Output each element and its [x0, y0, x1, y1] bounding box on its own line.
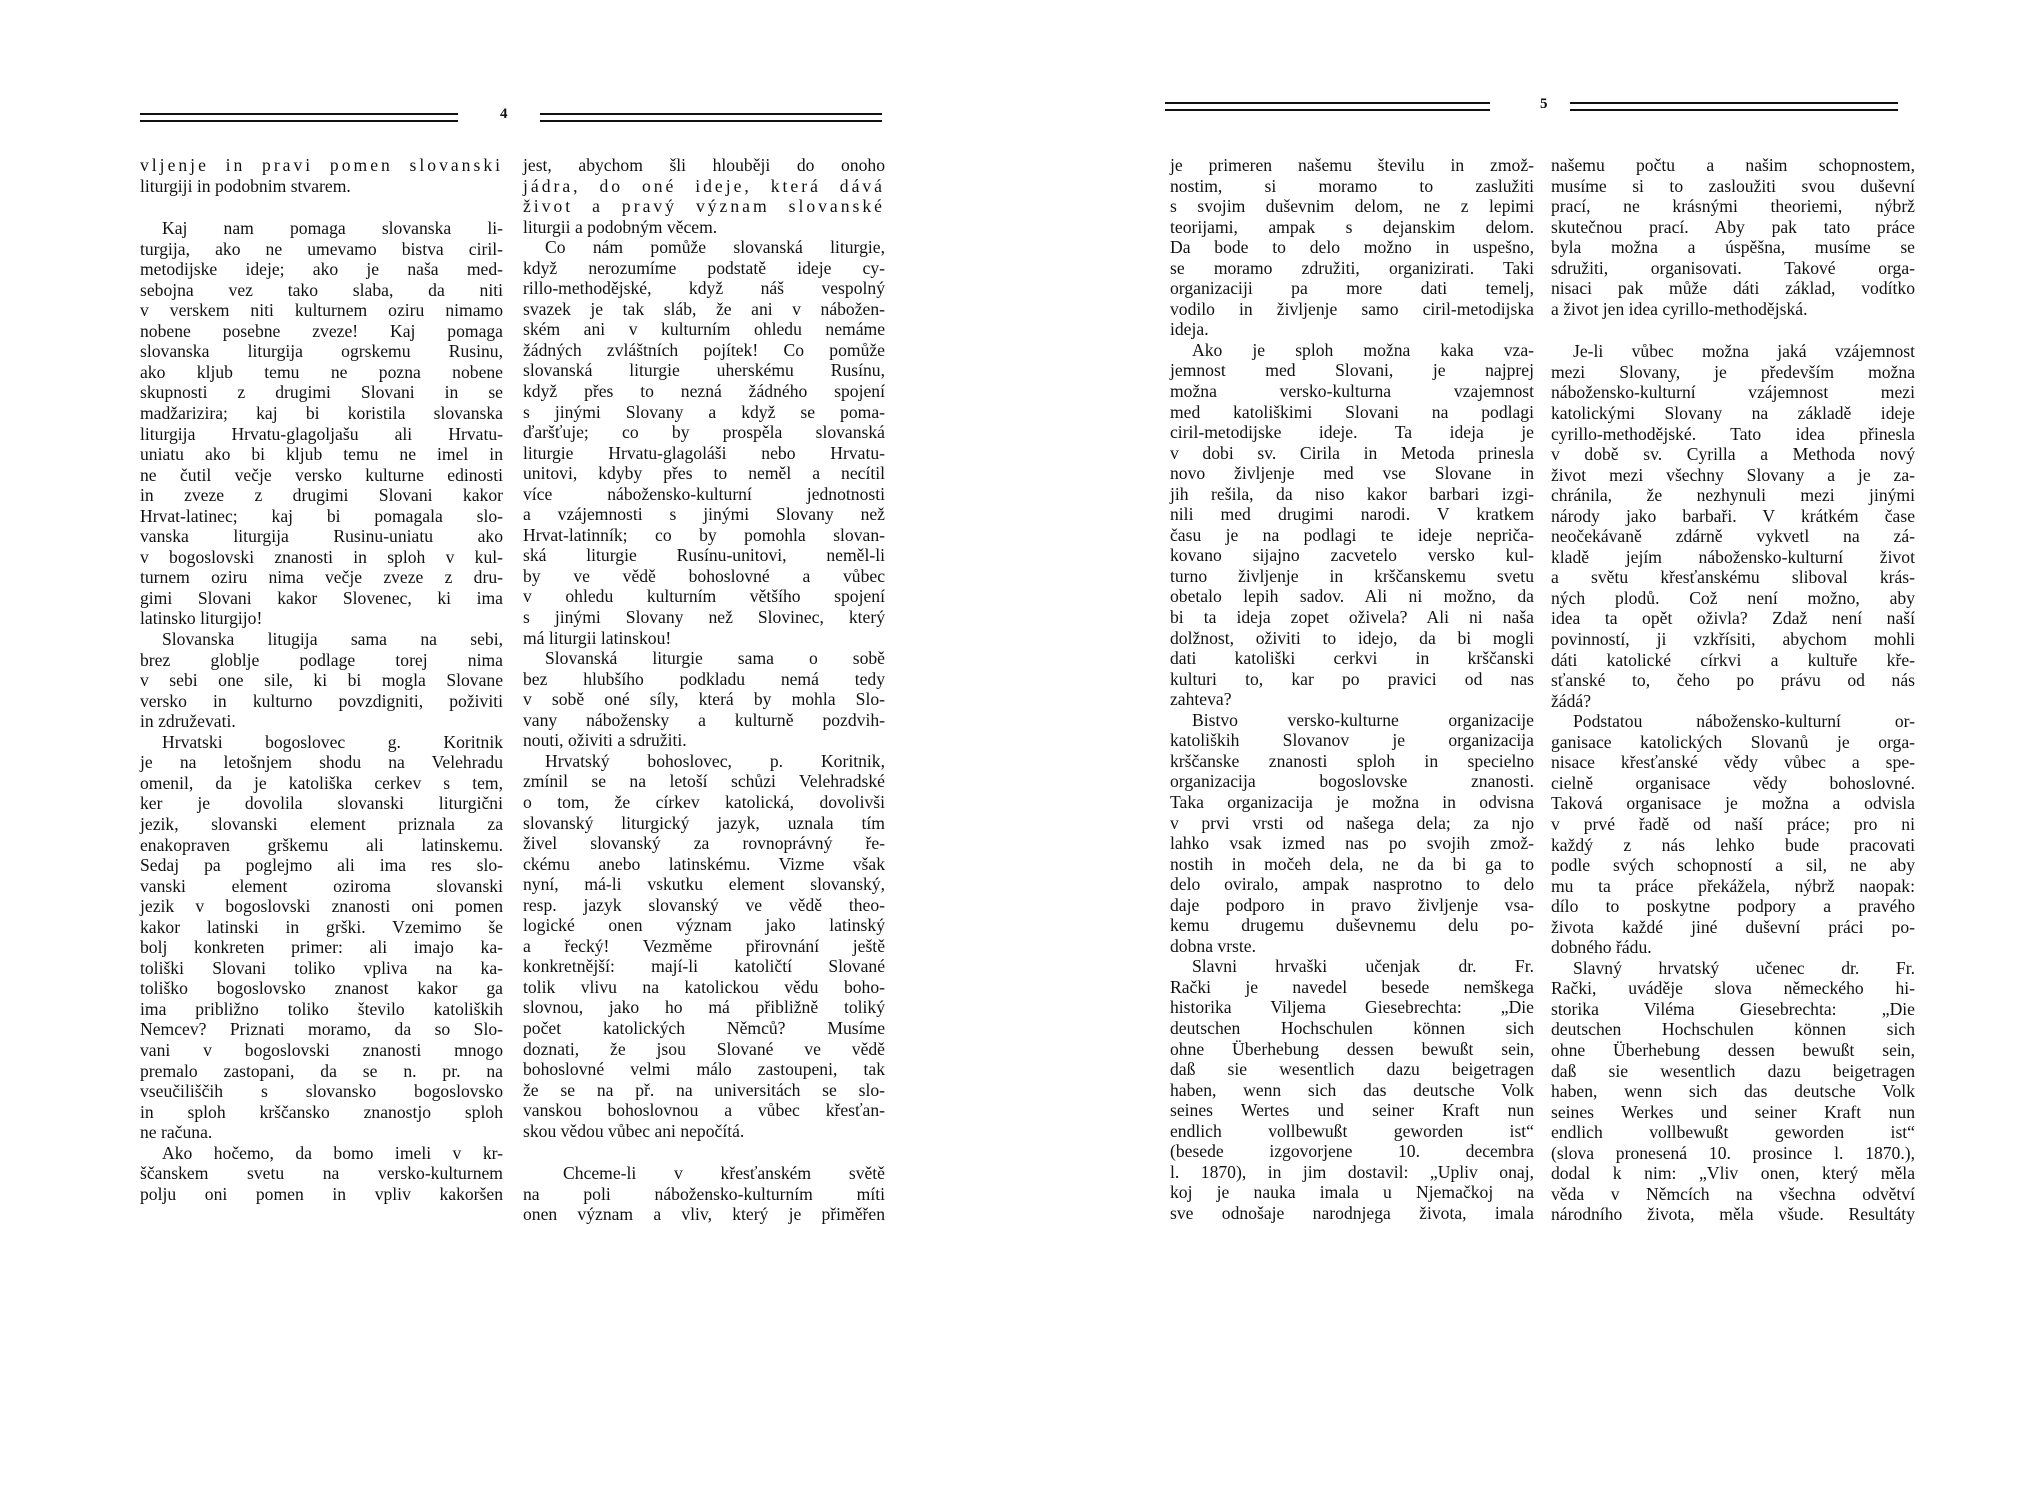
- text-line: prací, ne krásnými theoriemi, nýbrž: [1551, 196, 1915, 217]
- page-number: 5: [1540, 96, 1548, 112]
- text-line: skou vědou vůbec ani nepočítá.: [523, 1120, 745, 1141]
- text-line: premalo zastopani, da se n. pr. na: [140, 1060, 503, 1081]
- text-line: Kaj nam pomaga slovanska li-: [162, 218, 503, 239]
- text-line: omenil, da je katoliška cerkev s tem,: [140, 772, 503, 793]
- text-line: resp. jazyk slovanský ve vědě theo-: [523, 894, 885, 915]
- text-line: delo oviralo, ampak nasprotno to delo: [1170, 874, 1534, 895]
- text-line: a život jen idea cyrillo-methodějská.: [1551, 298, 1808, 319]
- text-line: polju oni pomen in vpliv kakoršen: [140, 1183, 503, 1204]
- text-line: Bistvo versko-kulturne organizacije: [1192, 709, 1534, 730]
- text-line: a řecký! Vezměme přirovnání ještě: [523, 935, 885, 956]
- text-line: vani v bogoslovski znanosti mnogo: [140, 1039, 503, 1060]
- text-line: (slova pronesená 10. prosince l. 1870.),: [1551, 1142, 1915, 1163]
- text-line: seines Wertes und seiner Kraft nun: [1170, 1100, 1534, 1121]
- text-line: Nemcev? Priznati moramo, da so Slo-: [140, 1019, 503, 1040]
- text-line: Taková organisace je možna a odvisla: [1551, 793, 1915, 814]
- text-line: turnem oziru nima večje zveze z dru-: [140, 567, 503, 588]
- text-line: v sobě oné síly, která by mohla Slo-: [523, 689, 885, 710]
- text-line: Hrvat-latinník; co by pomohla slovan-: [523, 524, 885, 545]
- text-line: zmínil se na letoší schůzi Velehradské: [523, 771, 885, 792]
- text-line: vany nábožensky a kulturně pozdvih-: [523, 709, 885, 730]
- text-line: Chceme-li v křesťanském světě: [563, 1163, 885, 1184]
- text-line: ne računa.: [140, 1122, 213, 1143]
- text-line: Slavný hrvatský učenec dr. Fr.: [1573, 957, 1915, 978]
- text-line: seines Werkes und seiner Kraft nun: [1551, 1101, 1915, 1122]
- text-line: Da bode to delo možno in uspešno,: [1170, 237, 1534, 258]
- text-line: Taka organizacija je možna in odvisna: [1170, 791, 1534, 812]
- text-line: tolik vlivu na katolickou vědu boho-: [523, 976, 885, 997]
- text-line: s jinými Slovany a když se poma-: [523, 401, 885, 422]
- text-line: turno življenje in krščanskemu svetu: [1170, 565, 1534, 586]
- text-line: kulturi to, kar po pravici od nas: [1170, 668, 1534, 689]
- text-line: Ako hočemo, da bomo imeli v kr-: [162, 1142, 503, 1163]
- text-line: byla možna a úspěšna, musíme se: [1551, 237, 1915, 258]
- text-line: v verskem niti kulturnem oziru nimamo: [140, 300, 503, 321]
- text-line: Hrvatski bogoslovec g. Koritnik: [162, 731, 503, 752]
- text-line: žádných zvláštních pojítek! Co pomůže: [523, 339, 885, 360]
- text-line: chránila, že nezhynuli mezi jinými: [1551, 485, 1915, 506]
- text-line: ných plodů. Což není možno, aby: [1551, 587, 1915, 608]
- text-line: historika Viljema Giesebrechta: „Die: [1170, 997, 1534, 1018]
- text-line: bohoslovné velmi málo zastoupeni, tak: [523, 1059, 885, 1080]
- text-line: brez globlje podlage torej nima: [140, 649, 503, 670]
- text-line: v prvé řadě od naší práce; pro ni: [1551, 813, 1915, 834]
- text-line: bolj konkreten primer: ali imajo ka-: [140, 937, 503, 958]
- text-line: rillo-methodějské, když náš vespolný: [523, 278, 885, 299]
- text-line: je primeren našemu številu in zmož-: [1170, 155, 1534, 175]
- text-line: in sploh krščansko znanostjo sploh: [140, 1101, 503, 1122]
- text-line: živel slovanský za rovnoprávný ře-: [523, 833, 885, 854]
- text-line: ima približno toliko število katoliških: [140, 998, 503, 1019]
- text-line: toliško bogoslovsko znanost kakor ga: [140, 978, 503, 999]
- text-line: Rački, uváděje slova německého hi-: [1551, 978, 1915, 999]
- text-line: Slovanská liturgie sama o sobě: [545, 648, 885, 669]
- text-line: gimi Slovani kakor Slovenec, ki ima: [140, 587, 503, 608]
- text-line: idea ta opět oživla? Zdaž není naší: [1551, 608, 1915, 629]
- text-line: katoliških Slovanov je organizacija: [1170, 730, 1534, 751]
- text-line: Sedaj pa poglejmo ali ima res slo-: [140, 855, 503, 876]
- text-line: liturgii a podobným věcem.: [523, 216, 718, 237]
- text-line: slovanska liturgija ogrskemu Rusinu,: [140, 341, 503, 362]
- text-line: ako kljub temu ne pozna nobene: [140, 361, 503, 382]
- text-line: latinsko liturgijo!: [140, 608, 263, 629]
- text-line: skutečnou prací. Aby pak tato práce: [1551, 216, 1915, 237]
- text-line: nisace křesťanské vědy vůbec a spe-: [1551, 752, 1915, 773]
- text-line: života každé jiné duševní práci po-: [1551, 916, 1915, 937]
- text-line: bez hlubšího podkladu nemá tedy: [523, 668, 885, 689]
- text-line: deutschen Hochschulen können sich: [1170, 1017, 1534, 1038]
- text-line: unitovi, kdyby přes to neměl a necítil: [523, 463, 885, 484]
- text-line: by ve vědě bohoslovné a vůbec: [523, 565, 885, 586]
- text-line: má liturgii latinskou!: [523, 627, 672, 648]
- text-line: enakopraven grškemu ali latinskemu.: [140, 834, 503, 855]
- text-line: haben, wenn sich das deutsche Volk: [1551, 1081, 1915, 1102]
- text-line: sdružiti, organisovati. Takové orga-: [1551, 257, 1915, 278]
- text-line: ďaršťuje; co by prospěla slovanská: [523, 422, 885, 443]
- text-line: bi ta ideja zopet oživela? Ali ni naša: [1170, 607, 1534, 628]
- text-line: metodijske ideje; ako je naša med-: [140, 259, 503, 280]
- text-line: musíme si to zasloužiti svou duševní: [1551, 175, 1915, 196]
- text-line: ohne Überhebung dessen bewußt sein,: [1551, 1039, 1915, 1060]
- text-line: národy jako barbaři. V krátkém čase: [1551, 505, 1915, 526]
- text-line: ském ani v kulturním ohledu nemáme: [523, 319, 885, 340]
- text-line: liturgija Hrvatu-glagoljašu ali Hrvatu-: [140, 423, 503, 444]
- text-line: počet katolických Němců? Musíme: [523, 1017, 885, 1038]
- text-line: s svojim duševnim delom, ne z lepimi: [1170, 196, 1534, 217]
- right-page: [1015, 0, 2030, 1500]
- text-line: Hrvatský bohoslovec, p. Koritnik,: [545, 750, 885, 771]
- text-line: vanskou bohoslovnou a vůbec křesťan-: [523, 1100, 885, 1121]
- text-line: ganisace katolických Slovanů je orga-: [1551, 731, 1915, 752]
- text-line: ciril-metodijske ideje. Ta ideja je: [1170, 422, 1534, 443]
- text-line: ská liturgie Rusínu-unitovi, neměl-li: [523, 545, 885, 566]
- text-line: ideja.: [1170, 319, 1209, 340]
- text-line: Rački je navedel besede nemškega: [1170, 976, 1534, 997]
- text-line: koj je nauka imala u Njemačkoj na: [1170, 1182, 1534, 1203]
- text-line: dodal k nim: „Vliv onen, který měla: [1551, 1163, 1915, 1184]
- text-column-czech: [1551, 155, 1915, 1225]
- text-line: Hrvat-latinec; kaj bi pomagala slo-: [140, 505, 503, 526]
- text-line: jezik v bogoslovski znanosti oni pomen: [140, 896, 503, 917]
- text-line: organizacija bogoslovske znanosti.: [1170, 771, 1534, 792]
- text-line: nostim, si moramo to zaslužiti: [1170, 175, 1534, 196]
- text-line: jih rešila, da niso kakor barbari izgi-: [1170, 483, 1534, 504]
- text-line: našemu počtu a našim schopnostem,: [1551, 155, 1915, 175]
- text-line: dolžnost, oživiti to idejo, da bi mogli: [1170, 627, 1534, 648]
- text-line: v ohledu kulturním většího spojení: [523, 586, 885, 607]
- text-column-czech: [523, 155, 885, 1225]
- text-line: svazek je tak sláb, že ani v nábožen-: [523, 298, 885, 319]
- text-line: ne čutil večje versko kulturne edinosti: [140, 464, 503, 485]
- text-line: vljenje in pravi pomen slovanski: [140, 155, 503, 175]
- text-line: více nábožensko-kulturní jednotnosti: [523, 483, 885, 504]
- text-line: kladě jejím nábožensko-kulturní život: [1551, 546, 1915, 567]
- text-line: jemnost med Slovani, je najprej: [1170, 360, 1534, 381]
- text-line: kemu drugemu duševnemu delu po-: [1170, 915, 1534, 936]
- header-rule-left: [140, 113, 458, 122]
- text-line: ščanskem svetu na versko-kulturnem: [140, 1163, 503, 1184]
- text-line: daß sie wesentlich dazu beigetragen: [1551, 1060, 1915, 1081]
- text-line: neočekávaně zdárně vykvetl na zá-: [1551, 526, 1915, 547]
- text-line: turgija, ako ne umevamo bistva ciril-: [140, 238, 503, 259]
- text-line: doznati, že jsou Slované ve vědě: [523, 1038, 885, 1059]
- text-line: l. 1870), in jim dostavil: „Upliv onaj,: [1170, 1161, 1534, 1182]
- text-line: vanska liturgija Rusinu-uniatu ako: [140, 526, 503, 547]
- text-line: novo življenje med vse Slovane in: [1170, 463, 1534, 484]
- text-line: slovanský liturgický jazyk, uznala tím: [523, 812, 885, 833]
- text-line: Slovanska litugija sama na sebi,: [162, 629, 503, 650]
- text-line: onen význam a vliv, který je přiměřen: [523, 1204, 885, 1225]
- text-line: daß sie wesentlich dazu beigetragen: [1170, 1059, 1534, 1080]
- text-line: dílo to poskytne podpory a pravého: [1551, 896, 1915, 917]
- text-line: život mezi všechny Slovany a je za-: [1551, 464, 1915, 485]
- text-line: nobene posebne zveze! Kaj pomaga: [140, 320, 503, 341]
- text-line: endlich vollbewußt geworden ist“: [1551, 1122, 1915, 1143]
- text-line: nouti, oživiti a sdružiti.: [523, 730, 687, 751]
- text-line: Je-li vůbec možna jaká vzájemnost: [1573, 341, 1915, 362]
- text-line: skupnosti z drugimi Slovani in se: [140, 382, 503, 403]
- text-line: jest, abychom šli hlouběji do onoho: [523, 155, 885, 175]
- text-line: med katoliškimi Slovani na podlagi: [1170, 401, 1534, 422]
- text-line: je na letošnjem shodu na Velehradu: [140, 752, 503, 773]
- text-line: cielně organisace vědy bohoslovné.: [1551, 772, 1915, 793]
- text-line: nábožensko-kulturní vzájemnost mezi: [1551, 382, 1915, 403]
- header-rule-right: [1570, 102, 1898, 111]
- text-line: versko in kulturno povzdigniti, poživiti: [140, 690, 503, 711]
- text-line: život a pravý význam slovanské: [523, 196, 885, 217]
- text-line: nisaci pak může dáti základ, vodítko: [1551, 278, 1915, 299]
- text-line: liturgiji in podobnim stvarem.: [140, 175, 351, 196]
- text-line: v době sv. Cyrilla a Methoda nový: [1551, 444, 1915, 465]
- text-line: věda v Němcích na všechna odvětví: [1551, 1183, 1915, 1204]
- text-line: lahko vsak izmed nas po svojih zmož-: [1170, 833, 1534, 854]
- text-line: Ako je sploh možna kaka vza-: [1192, 339, 1534, 360]
- text-line: liturgie Hrvatu-glagoláši nebo Hrvatu-: [523, 442, 885, 463]
- text-line: sebojna vez tako slaba, da niti: [140, 279, 503, 300]
- text-line: když přes to nezná žádného spojení: [523, 381, 885, 402]
- text-line: konkretnější: mají-li katoličtí Slované: [523, 956, 885, 977]
- text-line: endlich vollbewußt geworden ist“: [1170, 1120, 1534, 1141]
- text-line: kakor latinski in grški. Vzemimo še: [140, 916, 503, 937]
- text-line: sve odnošaje narodnjega života, imala: [1170, 1202, 1534, 1223]
- text-line: in združevati.: [140, 711, 236, 732]
- text-line: Slavni hrvaški učenjak dr. Fr.: [1192, 956, 1534, 977]
- text-line: národního života, měla všude. Resultáty: [1551, 1204, 1915, 1225]
- text-line: na poli nábožensko-kulturním míti: [523, 1183, 885, 1204]
- text-line: storika Viléma Giesebrechta: „Die: [1551, 998, 1915, 1019]
- text-line: dobna vrste.: [1170, 935, 1256, 956]
- text-line: dobného řádu.: [1551, 937, 1652, 958]
- text-line: zahteva?: [1170, 689, 1232, 710]
- text-line: mu ta práce překážela, nýbrž naopak:: [1551, 875, 1915, 896]
- text-line: dáti katolické církvi a kultuře kře-: [1551, 649, 1915, 670]
- text-line: vanski element oziroma slovanski: [140, 875, 503, 896]
- page-number: 4: [500, 106, 508, 122]
- text-line: možna versko-kulturna vzajemnost: [1170, 381, 1534, 402]
- text-line: nyní, má-li vskutku element slovanský,: [523, 874, 885, 895]
- text-line: (besede izgovorjene 10. decembra: [1170, 1141, 1534, 1162]
- text-line: žádá?: [1551, 690, 1592, 711]
- text-line: v prvi vrsti od našega dela; za njo: [1170, 812, 1534, 833]
- text-line: organizaciji pa more dati temelj,: [1170, 278, 1534, 299]
- text-line: s jinými Slovany než Slovinec, který: [523, 607, 885, 628]
- text-line: katolickými Slovany na základě ideje: [1551, 403, 1915, 424]
- text-line: a světu křesťanskému sliboval krás-: [1551, 567, 1915, 588]
- text-line: Co nám pomůže slovanská liturgie,: [545, 237, 885, 258]
- text-line: slovanská liturgie uherskému Rusínu,: [523, 360, 885, 381]
- text-column-slovenian: [1170, 155, 1534, 1223]
- header-rule-right: [540, 113, 882, 122]
- text-line: ker je dovolila slovanski liturgični: [140, 793, 503, 814]
- text-line: se moramo združiti, organizirati. Taki: [1170, 257, 1534, 278]
- text-line: nili med drugimi narodi. V kratkem: [1170, 504, 1534, 525]
- text-line: když nerozumíme podstatě ideje cy-: [523, 257, 885, 278]
- text-line: in zveze z drugimi Slovani kakor: [140, 485, 503, 506]
- text-line: ckému anebo latinskému. Vizme však: [523, 853, 885, 874]
- text-line: daje podporo in pravo življenje vsa-: [1170, 894, 1534, 915]
- header-rule-left: [1165, 102, 1490, 111]
- text-line: uniatu ako bi kljub temu ne imel in: [140, 444, 503, 465]
- text-line: nostih in močeh dela, ne da bi ga to: [1170, 853, 1534, 874]
- text-line: každý z nás lehko bude pracovati: [1551, 834, 1915, 855]
- text-line: sťanské to, čeho po právu od nás: [1551, 670, 1915, 691]
- text-line: logické onen význam jako latinský: [523, 915, 885, 936]
- text-line: haben, wenn sich das deutsche Volk: [1170, 1079, 1534, 1100]
- text-line: v sebi one sile, ki bi mogla Slovane: [140, 670, 503, 691]
- text-line: jezik, slovanski element priznala za: [140, 813, 503, 834]
- text-line: cyrillo-methodějské. Tato idea přinesla: [1551, 423, 1915, 444]
- text-line: že se na př. na universitách se slo-: [523, 1079, 885, 1100]
- text-line: povinností, ji vzkřísiti, abychom mohli: [1551, 629, 1915, 650]
- text-line: mezi Slovany, je především možna: [1551, 361, 1915, 382]
- text-line: teorijami, ampak s dejanskim delom.: [1170, 216, 1534, 237]
- text-column-slovenian: [140, 155, 503, 1204]
- text-line: vodilo in življenje samo ciril-metodijska: [1170, 298, 1534, 319]
- text-line: ohne Überhebung dessen bewußt sein,: [1170, 1038, 1534, 1059]
- text-line: kovano sijajno zacvetelo versko kul-: [1170, 545, 1534, 566]
- text-line: a vzájemnosti s jinými Slovany než: [523, 504, 885, 525]
- text-line: vseučiliščih s slovansko bogoslovsko: [140, 1081, 503, 1102]
- text-line: času je na podlagi te ideje nepriča-: [1170, 524, 1534, 545]
- text-line: podle svých schopností a sil, ne aby: [1551, 855, 1915, 876]
- text-line: slovnou, jako ho má přibližně toliký: [523, 997, 885, 1018]
- text-line: toliški Slovani toliko vpliva na ka-: [140, 957, 503, 978]
- text-line: jádra, do oné ideje, která dává: [523, 175, 885, 196]
- text-line: obetalo lepih sadov. Ali ni možno, da: [1170, 586, 1534, 607]
- text-line: o tom, že církev katolická, dovolivši: [523, 791, 885, 812]
- text-line: dati katoliški cerkvi in krščanski: [1170, 648, 1534, 669]
- text-line: deutschen Hochschulen können sich: [1551, 1019, 1915, 1040]
- text-line: krščanske znanosti sploh in specielno: [1170, 750, 1534, 771]
- text-line: v dobi sv. Cirila in Metoda prinesla: [1170, 442, 1534, 463]
- text-line: v bogoslovski znanosti in sploh v kul-: [140, 546, 503, 567]
- text-line: madžarizira; kaj bi koristila slovanska: [140, 403, 503, 424]
- text-line: Podstatou nábožensko-kulturní or-: [1573, 711, 1915, 732]
